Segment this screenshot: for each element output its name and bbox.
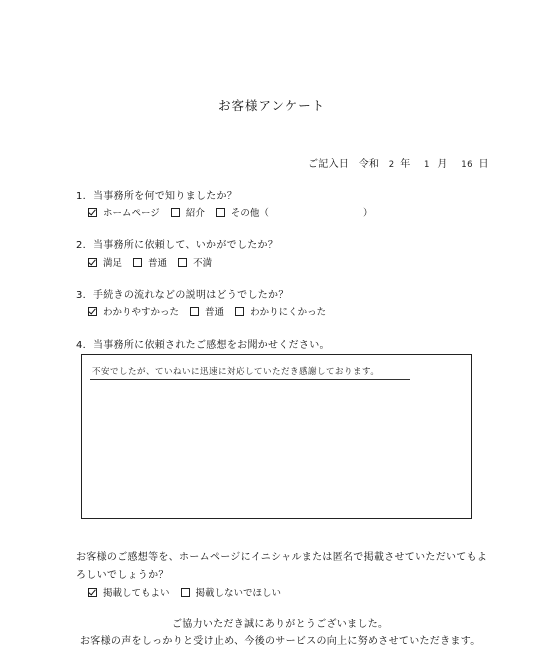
option-hard[interactable]: わかりにくかった <box>235 304 326 318</box>
date-day[interactable]: 16 <box>461 160 474 170</box>
handwritten-comment: 不安でしたが、ていねいに迅速に対応していただき感謝しております。 <box>92 367 380 377</box>
consent-question-line2: ろしいでしょうか？ <box>76 570 169 581</box>
consent-options <box>88 585 289 599</box>
option-homepage[interactable]: ホームページ <box>88 205 160 219</box>
question-3-options <box>88 304 334 318</box>
option-normal[interactable]: 普通 <box>190 304 224 318</box>
checkbox-checked-icon[interactable] <box>88 307 97 316</box>
entry-date <box>308 155 489 170</box>
date-year[interactable]: 2 <box>388 160 395 170</box>
date-month[interactable]: 1 <box>423 160 430 170</box>
date-label: ご記入日 <box>308 159 350 170</box>
question-4: 4．当事務所に依頼されたご感想をお聞かせください。 <box>76 340 330 351</box>
date-day-unit: 日 <box>478 159 489 170</box>
comment-underline <box>90 379 410 380</box>
checkbox-icon[interactable] <box>181 588 190 597</box>
consent-question-line1: お客様のご感想等を、ホームページにイニシャルまたは匿名で掲載させていただいてもよ <box>76 552 488 563</box>
question-3: 3．手続きの流れなどの説明はどうでしたか？ <box>76 290 289 301</box>
checkbox-icon[interactable] <box>171 208 180 217</box>
checkbox-icon[interactable] <box>216 208 225 217</box>
date-year-unit: 年 <box>400 159 411 170</box>
comment-box[interactable] <box>81 354 472 519</box>
option-other-close: ） <box>363 208 373 219</box>
option-easy[interactable]: わかりやすかった <box>88 304 179 318</box>
question-1-options <box>88 205 277 219</box>
checkbox-icon[interactable] <box>133 258 142 267</box>
checkbox-icon[interactable] <box>178 258 187 267</box>
checkbox-checked-icon[interactable] <box>88 208 97 217</box>
closing-line2: お客様の声をしっかりと受け止め、今後のサービスの向上に努めさせていただきます。 <box>80 636 481 647</box>
question-2-options <box>88 255 220 269</box>
option-other[interactable]: その他（ <box>216 205 269 219</box>
checkbox-checked-icon[interactable] <box>88 258 97 267</box>
date-month-unit: 月 <box>437 159 448 170</box>
date-era: 令和 <box>358 159 380 170</box>
option-referral[interactable]: 紹介 <box>171 205 205 219</box>
option-normal[interactable]: 普通 <box>133 255 167 269</box>
page-title: お客様アンケート <box>218 98 326 113</box>
option-dissatisfied[interactable]: 不満 <box>178 255 212 269</box>
option-publish-no[interactable]: 掲載しないでほしい <box>181 585 282 599</box>
option-publish-ok[interactable]: 掲載してもよい <box>88 585 170 599</box>
question-1: 1．当事務所を何で知りましたか？ <box>76 191 238 202</box>
question-2: 2．当事務所に依頼して、いかがでしたか？ <box>76 240 279 251</box>
option-satisfied[interactable]: 満足 <box>88 255 122 269</box>
checkbox-icon[interactable] <box>190 307 199 316</box>
checkbox-checked-icon[interactable] <box>88 588 97 597</box>
checkbox-icon[interactable] <box>235 307 244 316</box>
closing-line1: ご協力いただき誠にありがとうございました。 <box>172 619 389 630</box>
